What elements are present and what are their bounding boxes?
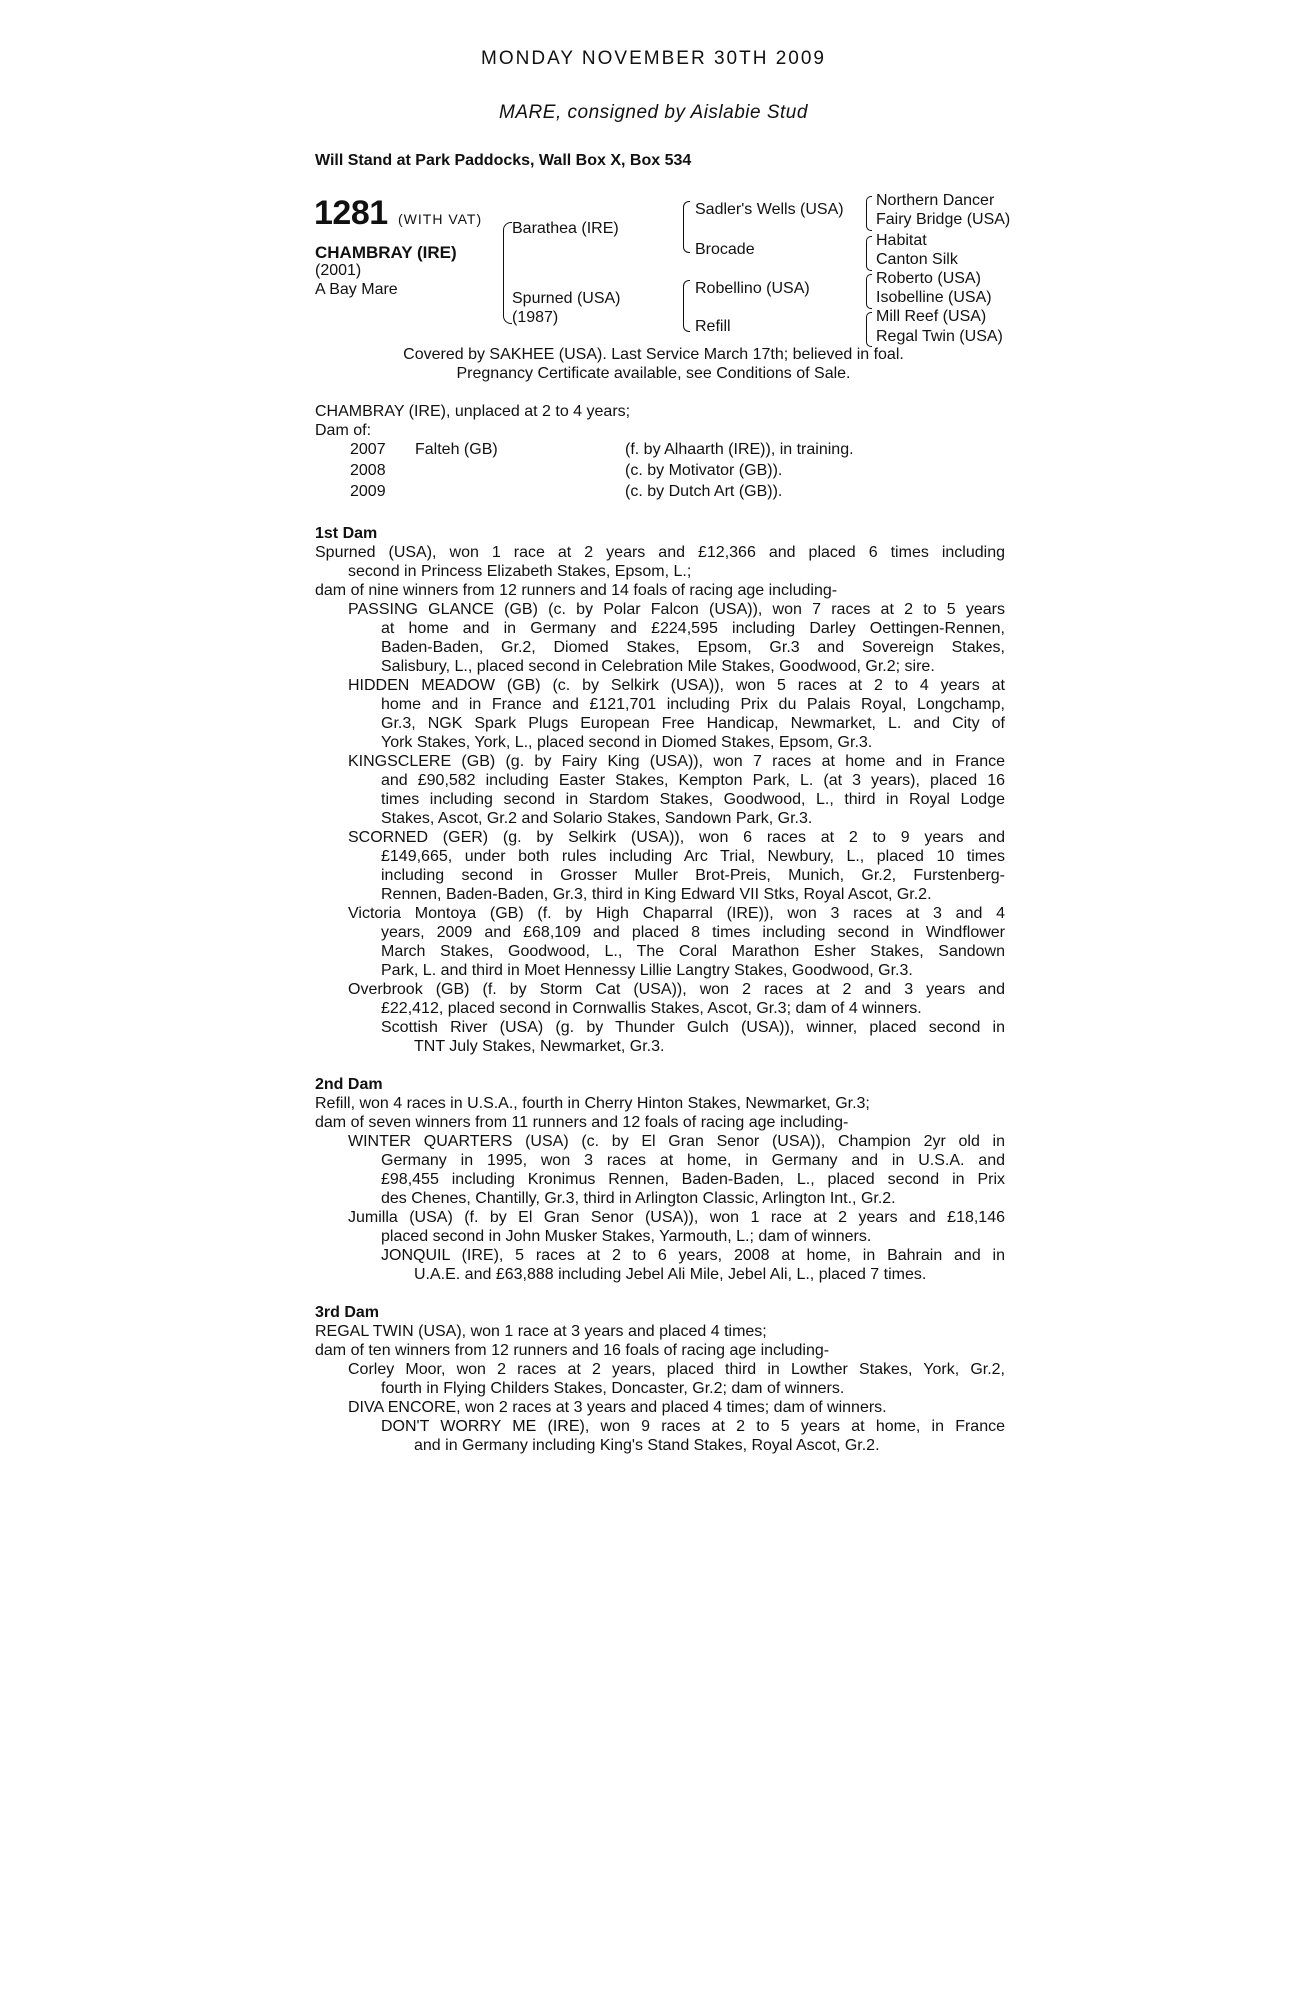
dam-line: REGAL TWIN (USA), won 1 race at 3 years and placed 4 times; [315,1323,767,1340]
dam-line: dam of ten winners from 12 runners and 16 foals of racing age including- [315,1342,830,1359]
pedigree-sire-sire: Sadler's Wells (USA) [695,201,844,218]
first-dam-section [315,524,1005,1056]
section-heading: 3rd Dam [315,1304,380,1321]
dam-line: Germany in 1995, won 3 races at home, in Germany and in U.S.A. and [381,1152,1005,1169]
progeny-year: 2009 [350,483,386,500]
dam-line: U.A.E. and £63,888 including Jebel Ali Mile, Jebel Ali, L., placed 7 times. [414,1266,927,1283]
dam-line: Scottish River (USA) (g. by Thunder Gulch (USA)), winner, placed second in [381,1019,1005,1036]
pedigree-brace [866,312,872,347]
pedigree-dam-year: (1987) [512,309,559,326]
dam-line: Jumilla (USA) (f. by El Gran Senor (USA)), won 1 race at 2 years and £18,146 [348,1209,1005,1226]
third-dam-section [315,1303,1005,1455]
horse-description: A Bay Mare [315,281,398,298]
dam-line: Spurned (USA), won 1 race at 2 years and £12,366 and placed 6 times including [315,544,1005,561]
dam-line: York Stakes, York, L., placed second in Diomed Stakes, Epsom, Gr.3. [381,734,873,751]
second-dam-section [315,1075,1005,1284]
pedigree-ggp: Habitat [876,232,927,249]
dam-line: £149,665, under both rules including Arc Trial, Newbury, L., placed 10 times [381,848,1005,865]
progeny-detail: (c. by Dutch Art (GB)). [625,483,783,500]
stand-location: Will Stand at Park Paddocks, Wall Box X, Box 534 [315,152,692,169]
dam-line: dam of seven winners from 11 runners and 12 foals of racing age including- [315,1114,849,1131]
dam-line: Park, L. and third in Moet Hennessy Lillie Langtry Stakes, Goodwood, Gr.3. [381,962,913,979]
dam-line: Refill, won 4 races in U.S.A., fourth in Cherry Hinton Stakes, Newmarket, Gr.3; [315,1095,870,1112]
dam-line: Gr.3, NGK Spark Plugs European Free Handicap, Newmarket, L. and City of [381,715,1005,732]
pedigree-brace [866,196,872,231]
dam-line: des Chenes, Chantilly, Gr.3, third in Arlington Classic, Arlington Int., Gr.2. [381,1190,896,1207]
dam-line: dam of nine winners from 12 runners and 14 foals of racing age including- [315,582,838,599]
dam-line: TNT July Stakes, Newmarket, Gr.3. [414,1038,665,1055]
dam-line: fourth in Flying Childers Stakes, Doncaster, Gr.2; dam of winners. [381,1380,845,1397]
record-line: CHAMBRAY (IRE), unplaced at 2 to 4 years; [315,403,631,420]
dam-line: DIVA ENCORE, won 2 races at 3 years and placed 4 times; dam of winners. [348,1399,887,1416]
pedigree-brace [503,222,512,324]
dam-line: and in Germany including King's Stand Stakes, Royal Ascot, Gr.2. [414,1437,880,1454]
pedigree-ggp: Roberto (USA) [876,270,981,287]
progeny-name: Falteh (GB) [415,441,498,458]
pedigree-ggp: Fairy Bridge (USA) [876,211,1011,228]
dam-line: PASSING GLANCE (GB) (c. by Polar Falcon (USA)), won 7 races at 2 to 5 years [348,601,1005,618]
section-heading: 2nd Dam [315,1076,383,1093]
pedigree-brace [866,274,872,309]
dam-line: DON'T WORRY ME (IRE), won 9 races at 2 to 5 years at home, in France [381,1418,1005,1435]
pedigree-sire: Barathea (IRE) [512,220,619,237]
dam-line: Salisbury, L., placed second in Celebration Mile Stakes, Goodwood, Gr.2; sire. [381,658,935,675]
pedigree-sire-dam: Brocade [695,241,755,258]
pedigree-brace [683,201,690,253]
dam-line: including second in Grosser Muller Brot-Preis, Munich, Gr.2, Furstenberg- [381,867,1005,884]
dam-line: Victoria Montoya (GB) (f. by High Chaparral (IRE)), won 3 races at 3 and 4 [348,905,1005,922]
dam-line: WINTER QUARTERS (USA) (c. by El Gran Senor (USA)), Champion 2yr old in [348,1133,1005,1150]
pedigree-dam-sire: Robellino (USA) [695,280,810,297]
pedigree-ggp: Isobelline (USA) [876,289,992,306]
dam-line: at home and in Germany and £224,595 including Darley Oettingen-Rennen, [381,620,1005,637]
progeny-year: 2008 [350,462,386,479]
pedigree-ggp: Mill Reef (USA) [876,308,987,325]
dam-line: March Stakes, Goodwood, L., The Coral Marathon Esher Stakes, Sandown [381,943,1005,960]
dam-line: times including second in Stardom Stakes, Goodwood, L., third in Royal Lodge [381,791,1005,808]
record-line: Dam of: [315,422,372,439]
consignment-line: MARE, consigned by Aislabie Stud [499,102,808,123]
dam-line: Corley Moor, won 2 races at 2 years, placed third in Lowther Stakes, York, Gr.2, [348,1361,1005,1378]
dam-line: years, 2009 and £68,109 and placed 8 times including second in Windflower [381,924,1005,941]
dam-line: placed second in John Musker Stakes, Yarmouth, L.; dam of winners. [381,1228,872,1245]
dam-line: HIDDEN MEADOW (GB) (c. by Selkirk (USA)), won 5 races at 2 to 4 years at [348,677,1005,694]
progeny-year: 2007 [350,441,386,458]
dam-line: second in Princess Elizabeth Stakes, Epsom, L.; [348,563,692,580]
pedigree-brace [683,280,690,332]
dam-line: KINGSCLERE (GB) (g. by Fairy King (USA)), won 7 races at home and in France [348,753,1005,770]
dam-line: Stakes, Ascot, Gr.2 and Solario Stakes, Sandown Park, Gr.3. [381,810,813,827]
pregnancy-line: Pregnancy Certificate available, see Conditions of Sale. [456,365,851,382]
section-heading: 1st Dam [315,525,378,542]
horse-year: (2001) [315,262,362,279]
lot-vat: (WITH VAT) [398,211,483,227]
progeny-detail: (f. by Alhaarth (IRE)), in training. [625,441,854,458]
horse-name: CHAMBRAY (IRE) [315,243,457,262]
dam-line: Rennen, Baden-Baden, Gr.3, third in King Edward VII Stks, Royal Ascot, Gr.2. [381,886,932,903]
progeny-row [315,461,1005,482]
lot-number: 1281 [314,194,388,232]
dam-line: £98,455 including Kronimus Rennen, Baden-Baden, L., placed second in Prix [381,1171,1005,1188]
pedigree-dam-dam: Refill [695,318,731,335]
dam-line: Overbrook (GB) (f. by Storm Cat (USA)), won 2 races at 2 and 3 years and [348,981,1005,998]
dam-line: JONQUIL (IRE), 5 races at 2 to 6 years, 2008 at home, in Bahrain and in [381,1247,1005,1264]
pedigree-brace [866,236,872,271]
dam-line: home and in France and £121,701 including Prix du Palais Royal, Longchamp, [381,696,1005,713]
progeny-row [315,482,1005,503]
pedigree-ggp: Regal Twin (USA) [876,328,1003,345]
sale-date: MONDAY NOVEMBER 30TH 2009 [481,48,826,69]
dam-line: £22,412, placed second in Cornwallis Stakes, Ascot, Gr.3; dam of 4 winners. [381,1000,922,1017]
pedigree-ggp: Canton Silk [876,251,958,268]
mare-record [315,402,1005,503]
dam-line: Baden-Baden, Gr.2, Diomed Stakes, Epsom, Gr.3 and Sovereign Stakes, [381,639,1005,656]
progeny-row [315,440,1005,461]
pedigree-ggp: Northern Dancer [876,192,995,209]
dam-line: SCORNED (GER) (g. by Selkirk (USA)), won 6 races at 2 to 9 years and [348,829,1005,846]
dam-line: and £90,582 including Easter Stakes, Kempton Park, L. (at 3 years), placed 16 [381,772,1005,789]
pedigree-dam: Spurned (USA) [512,290,621,307]
progeny-detail: (c. by Motivator (GB)). [625,462,783,479]
covered-line: Covered by SAKHEE (USA). Last Service March 17th; believed in foal. [403,346,904,363]
